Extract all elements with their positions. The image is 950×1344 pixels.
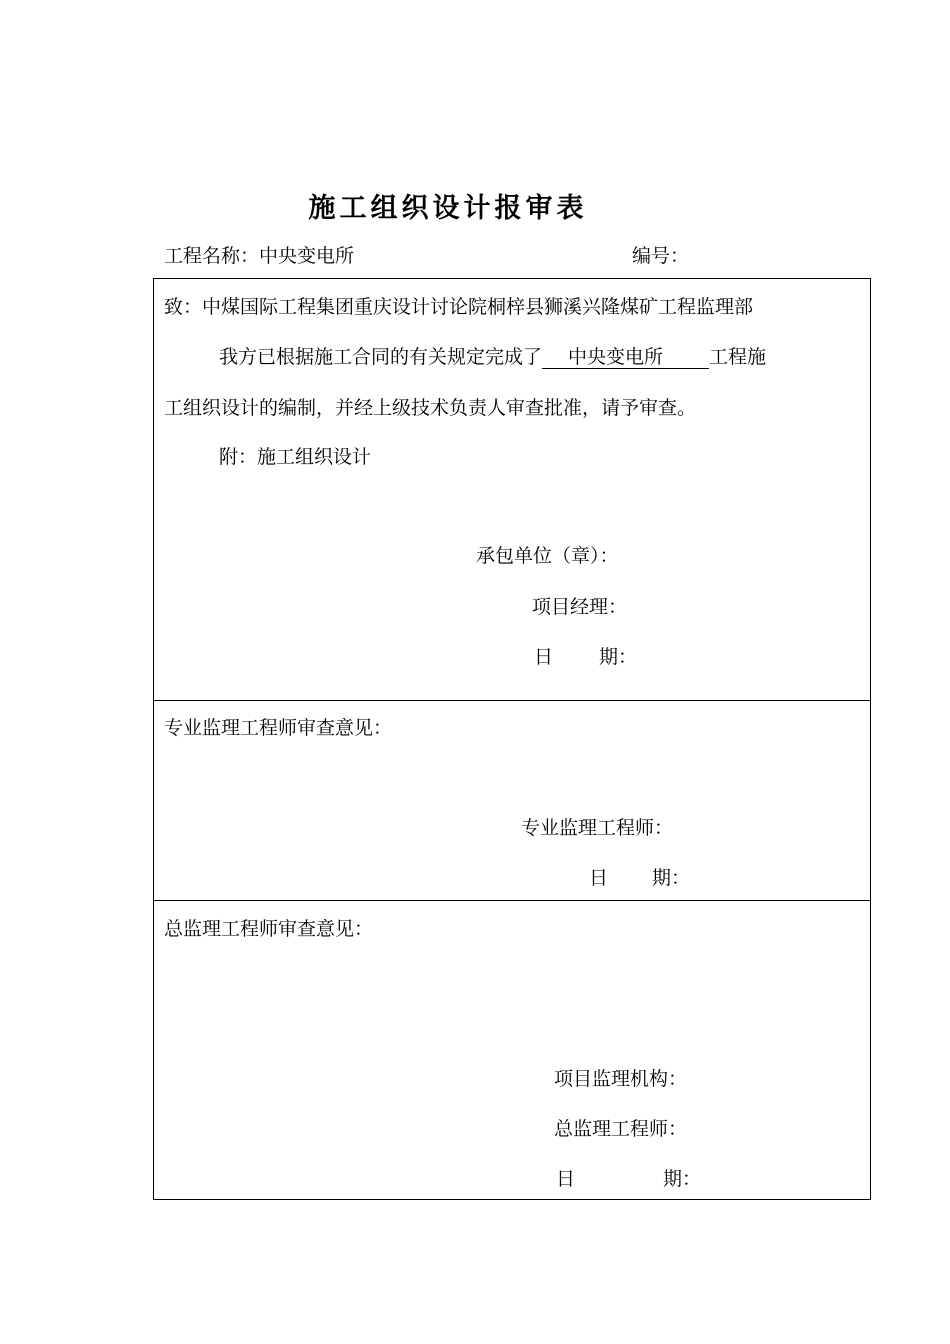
date-char-qi: 期： [663,1168,702,1190]
statement-project-name: 中央变电所 [542,346,709,369]
recipient-line [164,295,753,319]
form-title: 施工组织设计报审表 [308,193,588,224]
project-name-label: 工程名称： [164,245,260,267]
specialty-opinion-label: 专业监理工程师审查意见： [164,717,393,739]
chief-engineer-label: 总监理工程师： [554,1118,688,1140]
date-char-qi: 期： [599,646,638,668]
chief-opinion-label: 总监理工程师审查意见： [164,918,374,940]
project-name-value: 中央变电所 [259,245,355,267]
submission-statement-line2: 工组织设计的编制，并经上级技术负责人审查批准，请予审查。 [164,397,697,419]
statement-prefix: 我方已根据施工合同的有关规定完成了 [219,346,543,368]
date-char-qi: 期： [652,867,691,889]
recipient-name: 中煤国际工程集团重庆设计讨论院桐梓县狮溪兴隆煤矿工程监理部 [202,296,754,318]
project-name-field [164,241,354,268]
specialty-engineer-label: 专业监理工程师： [521,817,674,839]
review-form-table [153,278,871,1200]
statement-suffix: 工程施 [709,346,767,368]
number-field [632,241,689,268]
date-char-ri: 日 [589,867,609,889]
section-divider-2 [154,900,870,901]
section-divider-1 [154,700,870,701]
date-char-ri: 日 [534,646,554,668]
submission-statement-line1 [219,345,766,369]
contractor-seal-label: 承包单位（章）： [476,545,619,567]
date-char-ri: 日 [556,1168,576,1190]
attachment-line: 附：施工组织设计 [219,446,372,468]
project-manager-label: 项目经理： [532,596,628,618]
date-label-section2 [589,866,690,890]
supervision-org-label: 项目监理机构： [554,1068,688,1090]
date-label-section1 [534,645,637,669]
date-label-section3 [556,1167,701,1191]
number-label: 编号： [632,245,690,267]
to-label: 致： [164,296,203,318]
